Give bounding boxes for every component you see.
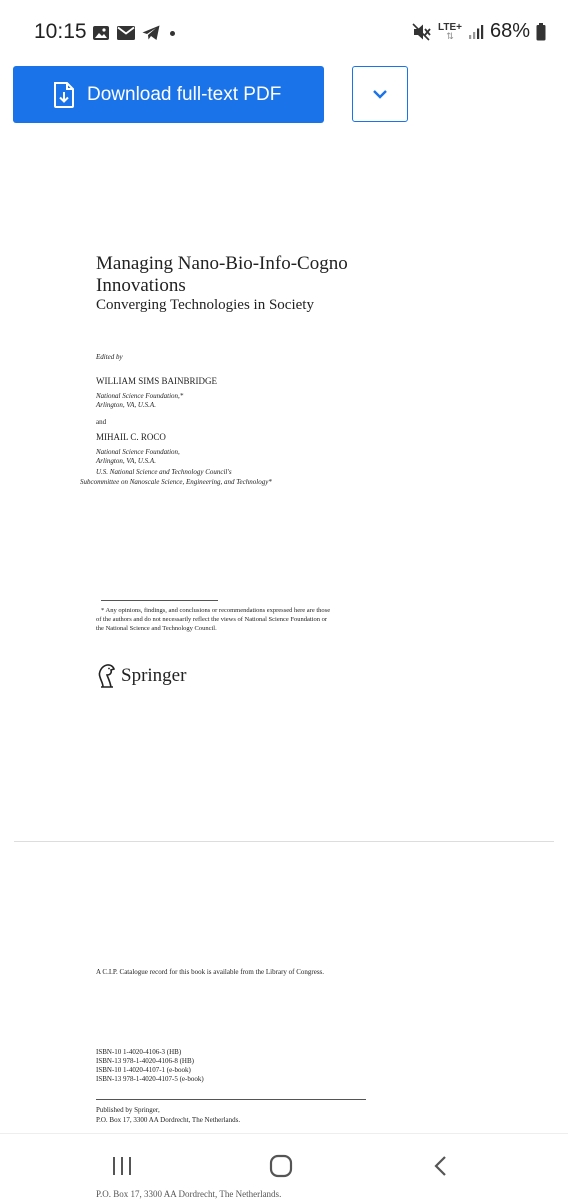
footnote-line3: the National Science and Technology Council.: [96, 625, 217, 632]
springer-logo: [95, 663, 186, 689]
isbn-line-1: ISBN-10 1-4020-4106-3 (HB): [96, 1048, 182, 1056]
home-button[interactable]: [261, 1148, 301, 1184]
publisher-address: P.O. Box 17, 3300 AA Dordrecht, The Netherlands.: [96, 1116, 241, 1124]
toolbar: [0, 58, 568, 138]
navigation-bar: [0, 1133, 568, 1200]
more-notifications-dot: [170, 31, 175, 36]
recent-apps-icon: [111, 1156, 133, 1176]
battery-percent: 68%: [489, 20, 530, 42]
isbn-line-3: ISBN-10 1-4020-4107-1 (e-book): [96, 1066, 191, 1074]
and-text: and: [96, 418, 107, 426]
data-arrows-icon: ⇅: [446, 30, 454, 41]
edited-by: Edited by: [96, 353, 123, 361]
download-label: Download full-text PDF: [87, 83, 282, 105]
peek-text: P.O. Box 17, 3300 AA Dordrecht, The Netherlands.: [96, 1189, 282, 1199]
battery-icon: [536, 23, 546, 41]
editor1-affil2: Arlington, VA, U.S.A.: [96, 401, 156, 409]
notification-icons: [92, 22, 175, 44]
system-icons: [412, 20, 546, 43]
page-divider: [14, 841, 554, 842]
back-icon: [433, 1155, 447, 1177]
download-pdf-button[interactable]: [13, 66, 324, 123]
download-options-button[interactable]: [352, 66, 408, 122]
isbn-line-2: ISBN-13 978-1-4020-4106-8 (HB): [96, 1057, 194, 1065]
editor2-affil1: National Science Foundation,: [96, 448, 180, 456]
springer-horse-icon: [95, 663, 117, 689]
published-by: Published by Springer,: [96, 1106, 160, 1114]
home-icon: [269, 1154, 293, 1178]
status-time: 10:15: [34, 20, 87, 43]
network-type: LTE+ ⇅: [437, 21, 462, 41]
back-button[interactable]: [420, 1148, 460, 1184]
book-title-line1: Managing Nano-Bio-Info-Cogno: [96, 253, 348, 274]
editor1-name: WILLIAM SIMS BAINBRIDGE: [96, 376, 217, 386]
telegram-icon: [142, 25, 160, 41]
editor1-affil1: National Science Foundation,*: [96, 392, 184, 400]
editor2-affil2: Arlington, VA, U.S.A.: [96, 457, 156, 465]
mute-icon: [412, 23, 432, 41]
editor2-name: MIHAIL C. ROCO: [96, 432, 166, 442]
isbn-line-4: ISBN-13 978-1-4020-4107-5 (e-book): [96, 1075, 204, 1083]
pdf-viewer[interactable]: [0, 138, 568, 1133]
book-title-line2: Innovations: [96, 275, 186, 296]
editor2-affil4: Subcommittee on Nanoscale Science, Engineering, and Technology*: [80, 478, 272, 486]
pdf-download-icon: [53, 82, 75, 108]
footnote-line2: of the authors and do not necessarily reflect the views of National Science Foundation or: [96, 616, 328, 623]
book-subtitle: Converging Technologies in Society: [96, 297, 314, 313]
copyright-rule: [96, 1099, 366, 1100]
springer-wordmark: Springer: [121, 665, 187, 686]
footnote-rule: [101, 600, 218, 601]
status-bar: [0, 0, 568, 58]
footnote-line1: * Any opinions, findings, and conclusions or recommendations expressed here are those: [101, 607, 331, 614]
recent-apps-button[interactable]: [102, 1148, 142, 1184]
signal-icon: [468, 24, 484, 40]
chevron-down-icon: [372, 89, 388, 99]
cip-record: A C.I.P. Catalogue record for this book is available from the Library of Congress.: [96, 968, 325, 976]
editor2-affil3: U.S. National Science and Technology Council's: [96, 468, 232, 476]
email-icon: [117, 26, 135, 40]
gallery-icon: [92, 25, 110, 41]
